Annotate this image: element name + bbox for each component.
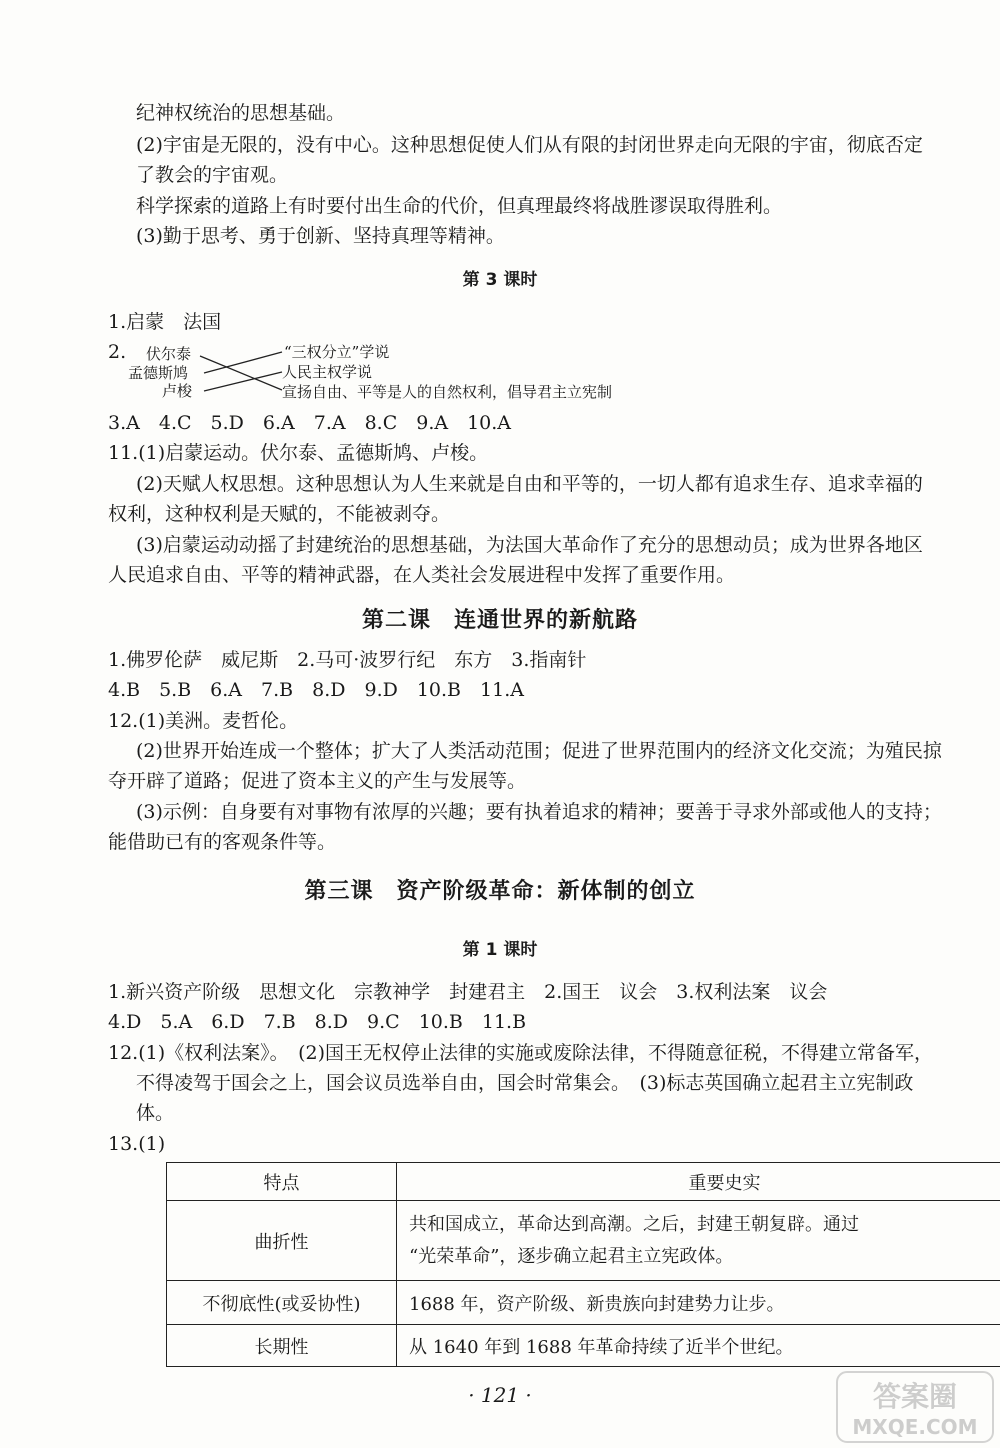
answer-line: 能借助已有的客观条件等。 bbox=[108, 831, 337, 853]
table-cell bbox=[397, 1201, 1000, 1281]
answer-line: 11.(1)启蒙运动。伏尔泰、孟德斯鸠、卢梭。 bbox=[108, 442, 489, 464]
match-left-item: 伏尔泰 bbox=[146, 345, 192, 363]
match-right-item: 人民主权学说 bbox=[282, 363, 373, 381]
page-number: · 121 · bbox=[468, 1383, 532, 1407]
match-left-item: 孟德斯鸠 bbox=[128, 364, 189, 382]
answer-line: 12.(1)《权利法案》。 (2)国王无权停止法律的实施或废除法律，不得随意征税，不得建立常备军， bbox=[108, 1042, 934, 1064]
answer-line: 1.新兴资产阶级 思想文化 宗教神学 封建君主 2.国王 议会 3.权利法案 议会 bbox=[108, 981, 828, 1003]
table-header-row bbox=[167, 1163, 1000, 1201]
answer-line: (3)示例：自身要有对事物有浓厚的兴趣；要有执着追求的精神；要善于寻求外部或他人的支持； bbox=[136, 801, 942, 823]
table-header-cell: 特点 bbox=[167, 1163, 397, 1201]
answer-line: 1.启蒙 法国 bbox=[108, 311, 222, 333]
answer-line: 4.B 5.B 6.A 7.B 8.D 9.D 10.B 11.A bbox=[108, 679, 524, 701]
answer-line: 3.A 4.C 5.D 6.A 7.A 8.C 9.A 10.A bbox=[108, 412, 512, 434]
answer-line: (3)启蒙运动动摇了封建统治的思想基础，为法国大革命作了充分的思想动员；成为世界各地区 bbox=[136, 534, 923, 556]
svg-text:MXQE.COM: MXQE.COM bbox=[852, 1415, 978, 1439]
answer-line: 12.(1)美洲。麦哲伦。 bbox=[108, 710, 299, 732]
matching-lines bbox=[0, 0, 1000, 420]
section-title: 第 3 课时 bbox=[462, 270, 538, 290]
table-cell-line: 共和国成立，革命达到高潮。之后，封建王朝复辟。通过 bbox=[409, 1213, 859, 1235]
table-cell: 不彻底性(或妥协性) bbox=[167, 1281, 397, 1325]
table-row bbox=[167, 1201, 1000, 1281]
table-cell: 1688 年，资产阶级、新贵族向封建势力让步。 bbox=[397, 1281, 1000, 1325]
answer-line: 13.(1) bbox=[108, 1133, 166, 1155]
answer-line: 人民追求自由、平等的精神武器，在人类社会发展进程中发挥了重要作用。 bbox=[108, 564, 736, 586]
match-right-item: 宣扬自由、平等是人的自然权利，倡导君主立宪制 bbox=[282, 383, 613, 401]
match-left-item: 卢梭 bbox=[162, 382, 193, 400]
watermark-logo-icon bbox=[835, 1370, 995, 1444]
table-cell: 从 1640 年到 1688 年革命持续了近半个世纪。 bbox=[397, 1325, 1000, 1367]
table-header-cell: 重要史实 bbox=[397, 1163, 1000, 1201]
chapter-title: 第二课 连通世界的新航路 bbox=[361, 608, 638, 633]
match-right-item: “三权分立”学说 bbox=[284, 343, 390, 361]
answer-table bbox=[166, 1162, 1000, 1367]
section-title: 第 1 课时 bbox=[462, 940, 538, 960]
table-cell-line: “光荣革命”，逐步确立起君主立宪政体。 bbox=[409, 1245, 734, 1267]
table-row bbox=[167, 1281, 1000, 1325]
text-line: 科学探索的道路上有时要付出生命的代价，但真理最终将战胜谬误取得胜利。 bbox=[136, 195, 783, 217]
text-line: 纪神权统治的思想基础。 bbox=[136, 102, 346, 124]
svg-text:答案圈: 答案圈 bbox=[872, 1380, 958, 1413]
answer-line: 不得凌驾于国会之上，国会议员选举自由，国会时常集会。 (3)标志英国确立起君主立宪制政 bbox=[136, 1072, 914, 1094]
text-line: (2)宇宙是无限的，没有中心。这种思想促使人们从有限的封闭世界走向无限的宇宙，彻底否定 bbox=[136, 134, 923, 156]
answer-line: 1.佛罗伦萨 威尼斯 2.马可·波罗行纪 东方 3.指南针 bbox=[108, 649, 587, 671]
answer-line: (2)世界开始连成一个整体；扩大了人类活动范围；促进了世界范围内的经济文化交流；为殖民掠 bbox=[136, 740, 942, 762]
text-line: (3)勤于思考、勇于创新、坚持真理等精神。 bbox=[136, 225, 505, 247]
answer-line: 权利，这种权利是天赋的，不能被剥夺。 bbox=[108, 503, 451, 525]
table-cell: 长期性 bbox=[167, 1325, 397, 1367]
chapter-title: 第三课 资产阶级革命：新体制的创立 bbox=[304, 879, 696, 904]
answer-line: 体。 bbox=[136, 1102, 175, 1124]
answer-line: (2)天赋人权思想。这种思想认为人生来就是自由和平等的，一切人都有追求生存、追求幸福的 bbox=[136, 473, 923, 495]
table-row bbox=[167, 1325, 1000, 1367]
text-line: 了教会的宇宙观。 bbox=[136, 164, 289, 186]
table-cell: 曲折性 bbox=[167, 1201, 397, 1281]
answer-line: 4.D 5.A 6.D 7.B 8.D 9.C 10.B 11.B bbox=[108, 1011, 527, 1033]
answer-line: 夺开辟了道路；促进了资本主义的产生与发展等。 bbox=[108, 770, 527, 792]
answer-number: 2. bbox=[108, 341, 127, 363]
